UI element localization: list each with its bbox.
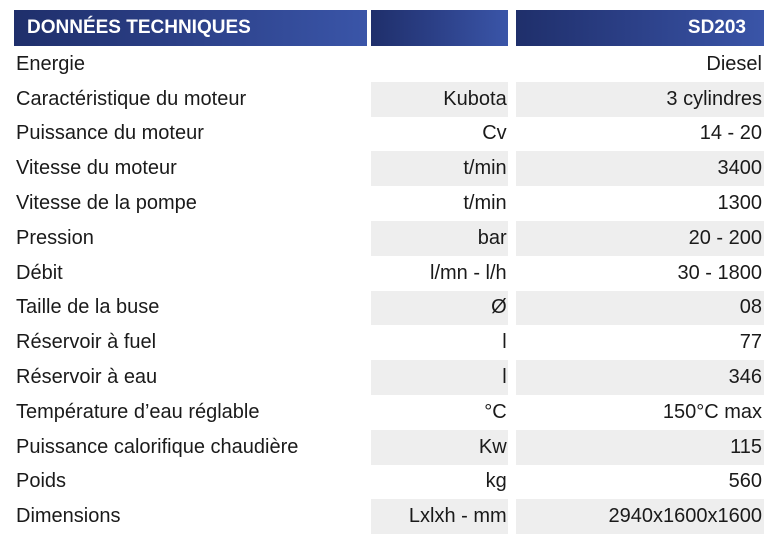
row-value: 1300 <box>717 192 762 215</box>
row-label: Température d’eau réglable <box>16 400 260 423</box>
row-value: 3400 <box>516 151 764 186</box>
table-row <box>14 221 764 256</box>
row-value: 20 - 200 <box>516 221 764 256</box>
row-unit: Lxlxh - mm <box>371 499 508 534</box>
row-label: Poids <box>16 470 67 493</box>
row-unit: Cv <box>482 122 507 145</box>
table-row <box>14 325 764 360</box>
technical-data-table <box>14 10 764 534</box>
row-label: Energie <box>16 52 85 75</box>
table-row <box>14 117 764 152</box>
table-row <box>14 47 764 82</box>
row-label: Caractéristique du moteur <box>16 87 247 110</box>
row-label: Débit <box>16 261 63 284</box>
table-row <box>14 151 764 186</box>
table-row <box>14 465 764 500</box>
row-unit <box>371 47 508 82</box>
table-row <box>14 430 764 465</box>
row-label: Vitesse du moteur <box>16 157 177 180</box>
row-label: Vitesse de la pompe <box>16 192 197 215</box>
table-row <box>14 499 764 534</box>
row-label: Réservoir à eau <box>16 366 158 389</box>
table-title: DONNÉES TECHNIQUES <box>14 10 367 46</box>
row-value: 115 <box>516 430 764 465</box>
row-unit: Ø <box>371 291 508 326</box>
row-value: 08 <box>516 291 764 326</box>
row-unit: kg <box>485 470 507 493</box>
row-value: 2940x1600x1600 <box>516 499 764 534</box>
row-unit: °C <box>484 400 507 423</box>
unit-column-header <box>371 10 508 46</box>
table-row <box>14 186 764 221</box>
model-column-header: SD203 <box>516 10 764 46</box>
row-unit: l <box>502 331 507 354</box>
row-label: Réservoir à fuel <box>16 331 157 354</box>
row-unit: t/min <box>371 151 508 186</box>
row-unit: Kw <box>371 430 508 465</box>
row-value: 3 cylindres <box>516 82 764 117</box>
table-row <box>14 360 764 395</box>
row-value: 14 - 20 <box>699 122 762 145</box>
row-value: 346 <box>516 360 764 395</box>
row-label: Puissance du moteur <box>16 122 204 145</box>
table-row <box>14 82 764 117</box>
table-row <box>14 256 764 291</box>
row-value: 560 <box>728 470 762 493</box>
row-unit: l/mn - l/h <box>430 261 507 284</box>
row-value: 77 <box>739 331 762 354</box>
row-value: Diesel <box>706 52 762 75</box>
row-value: 30 - 1800 <box>677 261 762 284</box>
table-row <box>14 291 764 326</box>
row-label: Pression <box>16 226 94 249</box>
table-header <box>14 10 764 46</box>
row-label: Puissance calorifique chaudière <box>16 435 299 458</box>
row-value: 150°C max <box>662 400 762 423</box>
row-label: Taille de la buse <box>16 296 160 319</box>
table-row <box>14 395 764 430</box>
row-unit: Kubota <box>371 82 508 117</box>
row-label: Dimensions <box>16 505 121 528</box>
row-unit: bar <box>371 221 508 256</box>
row-unit: t/min <box>463 192 507 215</box>
row-unit: l <box>371 360 508 395</box>
